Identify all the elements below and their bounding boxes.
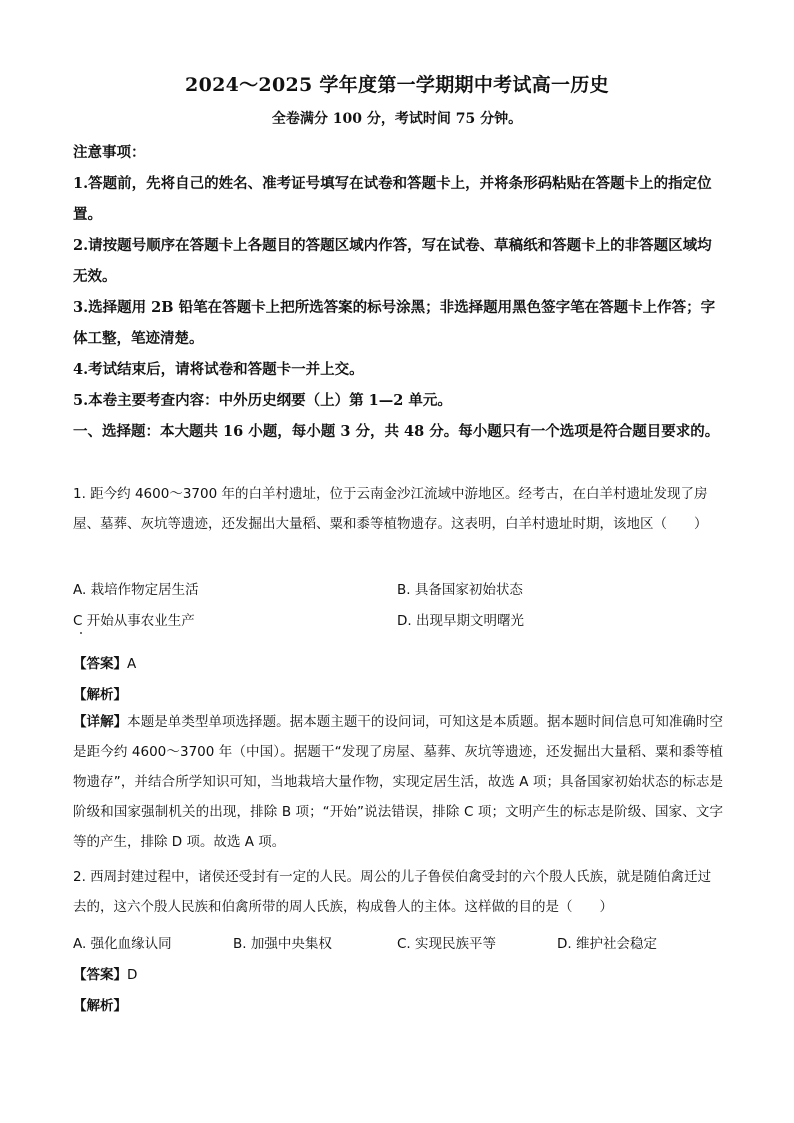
note-item-5: 5.本卷主要考查内容：中外历史纲要（上）第 1—2 单元。 bbox=[73, 392, 452, 409]
question-2-option-c: C. 实现民族平等 bbox=[397, 936, 497, 952]
question-1-analysis-label: 【解析】 bbox=[73, 687, 127, 703]
question-1-option-c: C 开始从事农业生产 bbox=[73, 613, 195, 629]
question-2-option-d: D. 维护社会稳定 bbox=[557, 936, 657, 952]
question-1-detail bbox=[73, 707, 723, 857]
question-2-answer bbox=[73, 963, 137, 983]
stray-dot bbox=[80, 632, 82, 634]
notes-heading: 注意事项： bbox=[73, 144, 146, 161]
answer-value: A bbox=[127, 656, 137, 672]
exam-title: 2024～2025 学年度第一学期期中考试高一历史 bbox=[185, 74, 609, 96]
question-1-option-b: B. 具备国家初始状态 bbox=[397, 582, 523, 598]
question-1-option-a: A. 栽培作物定居生活 bbox=[73, 582, 199, 598]
detail-label: 【详解】 bbox=[73, 714, 128, 730]
note-item-1: 1.答题前，先将自己的姓名、准考证号填写在试卷和答题卡上，并将条形码粘贴在答题卡上的指定位置。 bbox=[73, 175, 712, 223]
exam-subtitle: 全卷满分 100 分，考试时间 75 分钟。 bbox=[271, 111, 523, 127]
answer-value: D bbox=[127, 967, 138, 983]
note-item-3: 3.选择题用 2B 铅笔在答题卡上把所选答案的标号涂黑；非选择题用黑色签字笔在答题卡上作答；字体工整，笔迹清楚。 bbox=[73, 299, 716, 347]
section-heading: 一、选择题：本大题共 16 小题，每小题 3 分，共 48 分。每小题只有一个选项是符合题目要求的。 bbox=[73, 423, 720, 440]
question-2-stem: 2. 西周封建过程中，诸侯还受封有一定的人民。周公的儿子鲁侯伯禽受封的六个殷人氏族，就是随伯禽迁过去的，这六个殷人民族和伯禽所带的周人氏族，构成鲁人的主体。这样做的目的是（ ） bbox=[73, 869, 712, 915]
detail-text: 本题是单类型单项选择题。据本题主题干的设问词，可知这是本质题。据本题时间信息可知准确时空是距今约 4600～3700 年（中国）。据题干“发现了房屋、墓葬、灰坑等遗迹，还发掘出大量稻、粟和黍等植物遗存”，并结合所学知识可知，当地栽培大量作物，实现定居生活，故选 A 项；具备国家初始状态的标志是阶级和国家强制机关的出现，排除 B 项；“开始”说法错误，排除 C 项；文明产生的标志是阶级、国家、文字等的产生，排除 D 项。故选 A 项。 bbox=[73, 714, 724, 850]
question-1-answer bbox=[73, 652, 136, 672]
question-2-option-b: B. 加强中央集权 bbox=[233, 936, 332, 952]
question-2-analysis-label: 【解析】 bbox=[73, 998, 127, 1014]
answer-label: 【答案】 bbox=[73, 967, 127, 983]
question-1-stem: 1. 距今约 4600～3700 年的白羊村遗址，位于云南金沙江流域中游地区。经考古，在白羊村遗址发现了房屋、墓葬、灰坑等遗迹，还发掘出大量稻、粟和黍等植物遗存。这表明，白羊村遗址时期，该地区（ ） bbox=[73, 486, 708, 532]
answer-label: 【答案】 bbox=[73, 656, 127, 672]
note-item-2: 2.请按题号顺序在答题卡上各题目的答题区域内作答，写在试卷、草稿纸和答题卡上的非答题区域均无效。 bbox=[73, 237, 712, 285]
question-1-option-d: D. 出现早期文明曙光 bbox=[397, 613, 524, 629]
question-2-option-a: A. 强化血缘认同 bbox=[73, 936, 172, 952]
note-item-4: 4.考试结束后，请将试卷和答题卡一并上交。 bbox=[73, 361, 364, 378]
